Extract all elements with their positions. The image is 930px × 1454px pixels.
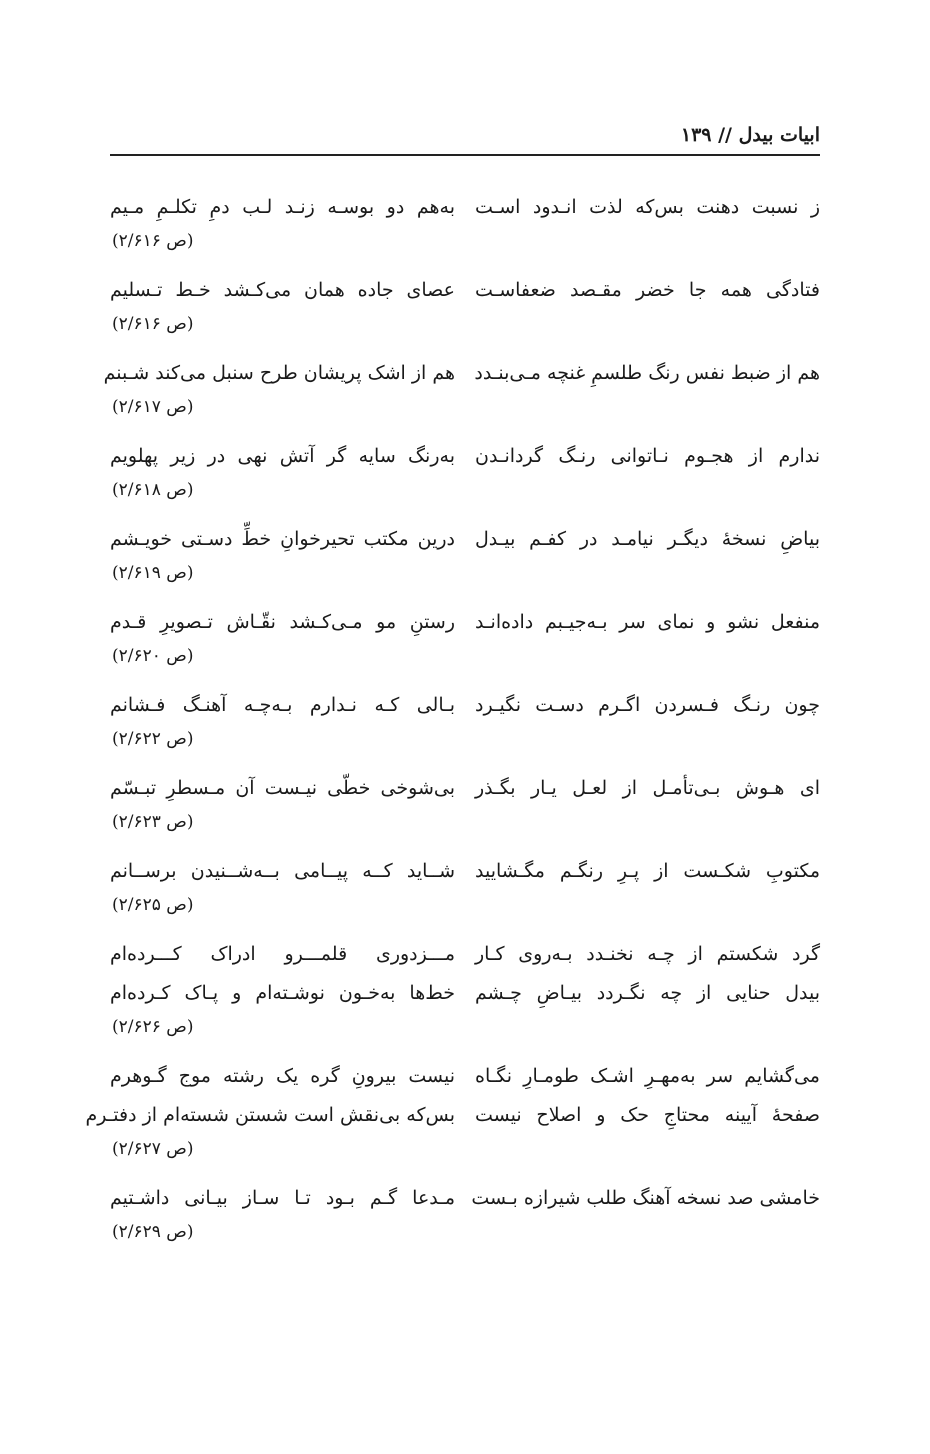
page-reference: (ص ۲/۶۲۰) (112, 646, 194, 666)
page-header-title: ابیات بیدل // ۱۳۹ (680, 124, 820, 146)
page-reference-row (110, 393, 820, 425)
hemistich-left: بی‌شوخی خطّی نیـست آن مـسطرِ تبـسّم (110, 777, 455, 799)
page-reference: (ص ۲/۶۲۶) (112, 1017, 194, 1037)
page-reference-row (110, 310, 820, 342)
hemistich-left: به‌رنگ سایه گر آتش نهی در زیر پهلویم (110, 445, 455, 467)
hemistich-right: ز نسبت دهنت بس‌که لذت انـدود اسـت (475, 196, 820, 218)
hemistich-left: شــاید کــه پیــامی بــه‌شــنیدن برســانم (110, 860, 455, 882)
hemistich-right: منفعل نشو و نمای سر بـه‌جیـبم داده‌انـد (475, 611, 820, 633)
hemistich-right: بیاضِ نسخهٔ دیگـر نیامـد در کفـم بیـدل (475, 528, 820, 550)
hemistich-right: صفحهٔ آیینه محتاجِ حک و اصلاح نیست (475, 1104, 820, 1126)
hemistich-right: مکتوبِ شکـست از پـرِ رنگـم مگـشایید (475, 860, 820, 882)
hemistich-right: گرد شکستم از چـه نخنـدد بـه‌روی کـار (475, 943, 820, 965)
verse-line (103, 354, 820, 393)
hemistich-right: هم از ضبط نفس رنگ طلسمِ غنچه مـی‌بنـدد (474, 362, 820, 384)
hemistich-left: به‌هم دو بوسـه زنـد لـب دمِ تکلـمِ مـیم (110, 196, 455, 218)
page-reference: (ص ۲/۶۱۶) (112, 231, 194, 251)
verse-line (110, 1057, 820, 1096)
page-reference: (ص ۲/۶۲۵) (112, 895, 194, 915)
page-reference: (ص ۲/۶۲۹) (112, 1222, 194, 1242)
verse-line (110, 437, 820, 476)
page-reference-row (110, 642, 820, 674)
hemistich-right: بیدل حنایی از چه نگـردد بیـاضِ چـشم (475, 982, 820, 1004)
verse-block (110, 686, 820, 757)
page-header (110, 120, 820, 156)
page-reference: (ص ۲/۶۲۲) (112, 729, 194, 749)
page-reference: (ص ۲/۶۱۷) (112, 397, 194, 417)
verse-block (110, 520, 820, 591)
page-reference-row (110, 476, 820, 508)
hemistich-left: عصای جاده همان می‌کـشد خـط تـسلیم (110, 279, 455, 301)
verse-line (110, 271, 820, 310)
hemistich-right: می‌گشایم سر به‌مهـرِ اشـک طومـارِ نگـاه (475, 1065, 820, 1087)
verse-line (110, 603, 820, 642)
verse-line (110, 974, 820, 1013)
verse-block (110, 1179, 820, 1250)
verse-block (110, 271, 820, 342)
hemistich-left: مـــزدوری قلمـــرو ادراک کـــرده‌ام (110, 943, 455, 965)
verse-block (110, 603, 820, 674)
verse-block (110, 769, 820, 840)
page-reference-row (110, 1135, 820, 1167)
hemistich-right: ندارم از هجـوم نـاتوانی رنـگ گردانـدن (475, 445, 820, 467)
hemistich-left: هم از اشک پریشان طرح سنبل می‌کند شـبنم (103, 362, 455, 384)
page-reference: (ص ۲/۶۲۳) (112, 812, 194, 832)
hemistich-right: چون رنـگ فـسردن اگـرم دسـت نگیـرد (475, 694, 820, 716)
page-reference: (ص ۲/۶۱۸) (112, 480, 194, 500)
verse-line (110, 188, 820, 227)
verse-list (85, 188, 820, 1262)
page-reference: (ص ۲/۶۱۹) (112, 563, 194, 583)
hemistich-left: خط‌ها به‌خـون نوشـته‌ام و پـاک کـرده‌ام (110, 982, 455, 1004)
verse-block (110, 188, 820, 259)
hemistich-right: فتادگی همه جا خضر مقـصد ضعفاسـت (475, 279, 820, 301)
verse-line (110, 852, 820, 891)
hemistich-left: رستنِ مو مـی‌کـشد نقّـاش تـصویرِ قـدم (110, 611, 455, 633)
verse-line (110, 935, 820, 974)
page-reference-row (110, 1218, 820, 1250)
hemistich-left: بس‌که بی‌نقش است شستن شسته‌ام از دفتـرم (85, 1104, 455, 1126)
verse-block (85, 1057, 820, 1167)
page-reference-row (110, 559, 820, 591)
verse-block (103, 354, 820, 425)
verse-line (110, 520, 820, 559)
verse-block (110, 852, 820, 923)
page-reference: (ص ۲/۶۱۶) (112, 314, 194, 334)
hemistich-left: نیست بیرونِ گره یک رشته موج گـوهرم (110, 1065, 455, 1087)
hemistich-left: بـالی کـه نـدارم بـه‌چـه آهنـگ فـشانم (110, 694, 455, 716)
hemistich-right: خامشی صد نسخه آهنگ طلب شیرازه بـست (471, 1187, 820, 1209)
verse-block (110, 437, 820, 508)
verse-line (85, 1096, 820, 1135)
hemistich-right: ای هـوش بـی‌تأمـل از لعـل یـار بگـذر (475, 777, 820, 799)
page-reference-row (110, 725, 820, 757)
hemistich-left: درین مکتب تحیرخوانِ خطِّ دسـتی خویـشم (110, 528, 455, 550)
verse-block (110, 935, 820, 1045)
verse-line (110, 769, 820, 808)
page-reference-row (110, 808, 820, 840)
page-reference-row (110, 1013, 820, 1045)
page-reference-row (110, 227, 820, 259)
page-reference-row (110, 891, 820, 923)
hemistich-left: مـدعا گـم بـود تـا سـاز بیـانی داشـتیم (110, 1187, 455, 1209)
verse-line (110, 1179, 820, 1218)
verse-line (110, 686, 820, 725)
page-reference: (ص ۲/۶۲۷) (112, 1139, 194, 1159)
